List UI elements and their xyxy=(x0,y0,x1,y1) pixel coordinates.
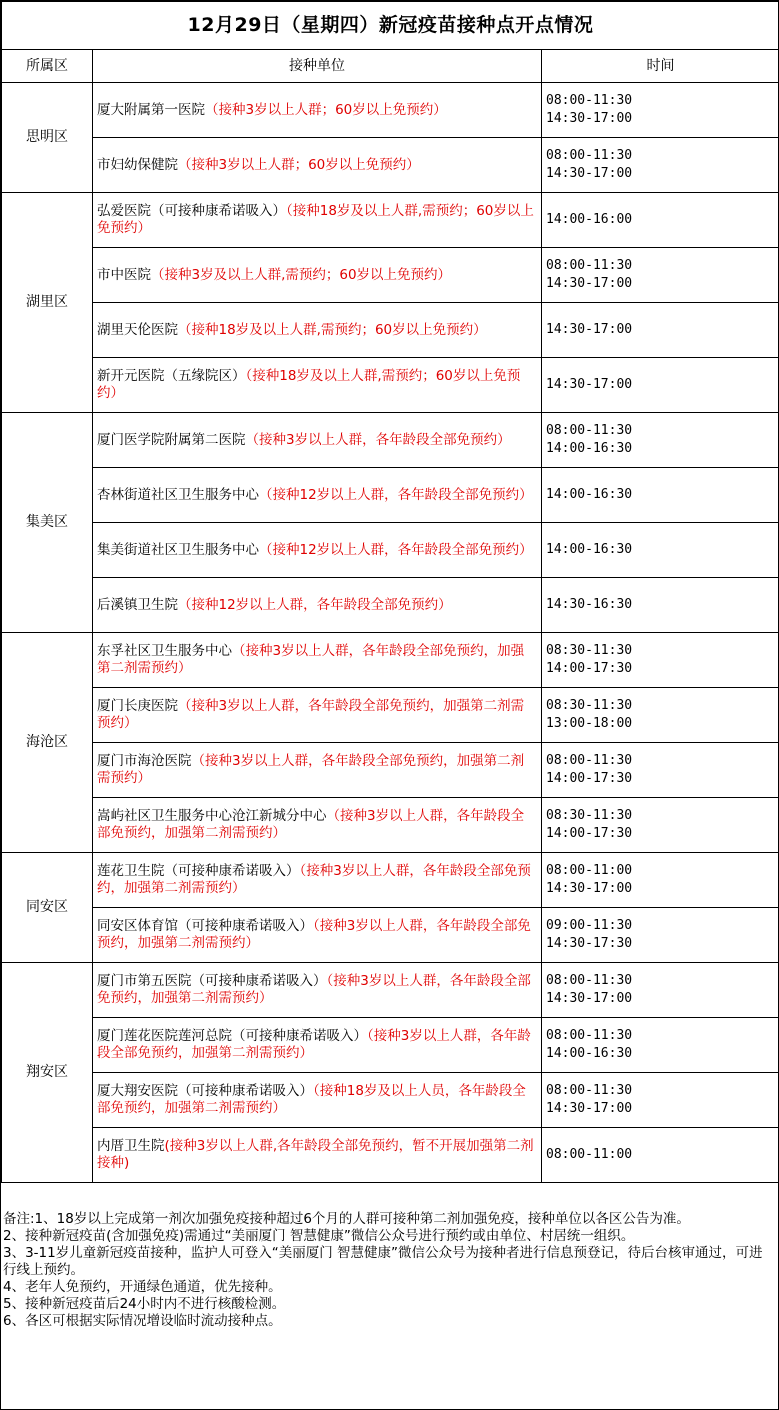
district-cell: 集美区 xyxy=(2,413,93,633)
time-slot: 14:00-17:30 xyxy=(546,771,633,786)
unit-eligibility-note: （接种18岁及以上人员，各年龄段全部免预约，加强第二剂需预约） xyxy=(97,1083,526,1116)
time-slot: 08:00-11:30 xyxy=(546,1083,633,1098)
column-header-time: 时间 xyxy=(542,50,779,83)
time-slot: 14:30-17:00 xyxy=(546,377,633,392)
time-slot: 08:00-11:30 xyxy=(546,148,633,163)
unit-cell xyxy=(93,413,542,468)
remark-item: 2、接种新冠疫苗(含加强免疫)需通过“美丽厦门 智慧健康”微信公众号进行预约或由单位、村居统一组织。 xyxy=(3,1228,635,1244)
table-row xyxy=(2,688,779,743)
time-slot: 08:00-11:30 xyxy=(546,93,633,108)
time-slot: 08:00-11:30 xyxy=(546,1028,633,1043)
time-cell xyxy=(542,523,779,578)
time-slot: 13:00-18:00 xyxy=(546,716,633,731)
time-cell xyxy=(542,358,779,413)
table-row xyxy=(2,743,779,798)
unit-cell xyxy=(93,523,542,578)
remark-item: 6、各区可根据实际情况增设临时流动接种点。 xyxy=(3,1313,282,1329)
column-header-district: 所属区 xyxy=(2,50,93,83)
time-cell xyxy=(542,138,779,193)
time-cell xyxy=(542,853,779,908)
unit-name: 内厝卫生院 xyxy=(97,1138,165,1154)
unit-name: 厦门长庚医院 xyxy=(97,698,178,714)
unit-eligibility-note: （接种3岁及以上人群,需预约；60岁以上免预约） xyxy=(151,266,452,283)
table-row xyxy=(2,523,779,578)
header-row xyxy=(2,50,779,83)
unit-eligibility-note: (接种3岁以上人群,各年龄段全部免预约，暂不开展加强第二剂接种) xyxy=(97,1138,534,1171)
time-cell xyxy=(542,908,779,963)
unit-eligibility-note: （接种3岁以上人群；60岁以上免预约） xyxy=(205,101,447,118)
unit-cell xyxy=(93,963,542,1018)
unit-eligibility-note: （接种3岁以上人群；60岁以上免预约） xyxy=(178,156,420,173)
time-slot: 09:00-11:30 xyxy=(546,918,633,933)
table-row xyxy=(2,1073,779,1128)
time-slot: 08:00-11:00 xyxy=(546,1147,633,1162)
unit-cell xyxy=(93,83,542,138)
table-row xyxy=(2,908,779,963)
remark-item: 4、老年人免预约，开通绿色通道，优先接种。 xyxy=(3,1279,282,1295)
time-slot: 08:30-11:30 xyxy=(546,643,633,658)
time-cell xyxy=(542,963,779,1018)
unit-cell xyxy=(93,908,542,963)
district-cell: 同安区 xyxy=(2,853,93,963)
time-slot: 14:30-16:30 xyxy=(546,597,633,612)
unit-name: 厦门市海沧医院 xyxy=(97,753,192,769)
time-slot: 14:30-17:00 xyxy=(546,276,633,291)
unit-cell xyxy=(93,633,542,688)
time-slot: 14:30-17:00 xyxy=(546,881,633,896)
table-row xyxy=(2,193,779,248)
unit-cell xyxy=(93,743,542,798)
district-cell: 思明区 xyxy=(2,83,93,193)
unit-name: 弘爱医院（可接种康希诺吸入） xyxy=(97,203,286,219)
unit-cell xyxy=(93,688,542,743)
unit-name: 市妇幼保健院 xyxy=(97,156,178,173)
unit-cell xyxy=(93,1128,542,1183)
time-cell xyxy=(542,1018,779,1073)
table-row xyxy=(2,83,779,138)
unit-eligibility-note: （接种3岁以上人群，各年龄段全部免预约，加强第二剂需预约） xyxy=(97,808,525,841)
time-cell xyxy=(542,1073,779,1128)
time-cell xyxy=(542,578,779,633)
time-slot: 08:00-11:00 xyxy=(546,863,633,878)
page-title: 12月29日（星期四）新冠疫苗接种点开点情况 xyxy=(2,2,779,50)
unit-name: 东孚社区卫生服务中心 xyxy=(97,643,232,659)
unit-eligibility-note: （接种3岁以上人群，各年龄段全部免预约，加强第二剂需预约） xyxy=(97,1028,531,1061)
time-slot: 08:30-11:30 xyxy=(546,808,633,823)
unit-eligibility-note: （接种3岁以上人群，各年龄段全部免预约，加强第二剂需预约） xyxy=(97,698,525,731)
table-row xyxy=(2,578,779,633)
district-cell: 翔安区 xyxy=(2,963,93,1183)
time-slot: 08:00-11:30 xyxy=(546,258,633,273)
time-slot: 14:30-17:00 xyxy=(546,1101,633,1116)
unit-name: 厦大附属第一医院 xyxy=(97,101,205,118)
unit-name: 嵩屿社区卫生服务中心沧江新城分中心 xyxy=(97,808,327,824)
table-row xyxy=(2,798,779,853)
unit-cell xyxy=(93,193,542,248)
unit-name: 湖里天伦医院 xyxy=(97,321,178,338)
table-row xyxy=(2,468,779,523)
time-cell xyxy=(542,468,779,523)
district-cell: 湖里区 xyxy=(2,193,93,413)
time-cell xyxy=(542,248,779,303)
table-row xyxy=(2,1128,779,1183)
unit-cell xyxy=(93,303,542,358)
unit-eligibility-note: （接种18岁及以上人群,需预约；60岁以上免预约） xyxy=(97,368,521,401)
district-cell: 海沧区 xyxy=(2,633,93,853)
unit-cell xyxy=(93,853,542,908)
unit-eligibility-note: （接种3岁以上人群，各年龄段全部免预约） xyxy=(245,431,511,448)
unit-name: 同安区体育馆（可接种康希诺吸入） xyxy=(97,918,313,934)
time-slot: 08:00-11:30 xyxy=(546,423,633,438)
time-cell xyxy=(542,83,779,138)
time-slot: 14:30-17:30 xyxy=(546,936,633,951)
table-row xyxy=(2,248,779,303)
time-slot: 14:00-17:30 xyxy=(546,826,633,841)
unit-name: 厦门市第五医院（可接种康希诺吸入） xyxy=(97,973,327,989)
unit-cell xyxy=(93,468,542,523)
unit-eligibility-note: （接种18岁及以上人群,需预约；60岁以上免预约） xyxy=(97,203,534,236)
unit-cell xyxy=(93,138,542,193)
table-row xyxy=(2,963,779,1018)
unit-name: 杏林街道社区卫生服务中心 xyxy=(97,486,259,503)
time-slot: 08:00-11:30 xyxy=(546,753,633,768)
remark-item: 备注:1、18岁以上完成第一剂次加强免疫接种超过6个月的人群可接种第二剂加强免疫，接种单位以各区公告为准。 xyxy=(3,1211,690,1227)
time-slot: 08:30-11:30 xyxy=(546,698,633,713)
table-row xyxy=(2,138,779,193)
time-slot: 14:30-17:00 xyxy=(546,991,633,1006)
table-row xyxy=(2,413,779,468)
table-row xyxy=(2,633,779,688)
time-cell xyxy=(542,303,779,358)
unit-eligibility-note: （接种3岁以上人群，各年龄段全部免预约，加强第二剂需预约） xyxy=(97,643,525,676)
time-slot: 14:30-17:00 xyxy=(546,166,633,181)
time-cell xyxy=(542,193,779,248)
unit-name: 后溪镇卫生院 xyxy=(97,596,178,613)
unit-eligibility-note: （接种12岁以上人群，各年龄段全部免预约） xyxy=(259,486,533,503)
unit-name: 厦大翔安医院（可接种康希诺吸入） xyxy=(97,1083,313,1099)
unit-name: 新开元医院（五缘院区） xyxy=(97,368,246,384)
title-row xyxy=(2,2,779,50)
unit-eligibility-note: （接种12岁以上人群，各年龄段全部免预约） xyxy=(178,596,452,613)
remarks-section xyxy=(1,1183,778,1330)
unit-name: 厦门莲花医院莲河总院（可接种康希诺吸入） xyxy=(97,1028,367,1044)
table-row xyxy=(2,303,779,358)
time-cell xyxy=(542,798,779,853)
time-slot: 14:30-17:00 xyxy=(546,111,633,126)
time-slot: 14:00-16:30 xyxy=(546,487,633,502)
time-cell xyxy=(542,1128,779,1183)
column-header-unit: 接种单位 xyxy=(93,50,542,83)
table-row xyxy=(2,853,779,908)
unit-eligibility-note: （接种3岁以上人群，各年龄段全部免预约，加强第二剂需预约） xyxy=(97,973,531,1006)
time-slot: 14:00-17:30 xyxy=(546,661,633,676)
time-slot: 14:30-17:00 xyxy=(546,322,633,337)
remark-item: 3、3-11岁儿童新冠疫苗接种，监护人可登入“美丽厦门 智慧健康”微信公众号为接种者进行信息预登记，待后台核审通过，可进行线上预约。 xyxy=(3,1245,763,1278)
unit-name: 市中医院 xyxy=(97,266,151,283)
unit-eligibility-note: （接种3岁以上人群，各年龄段全部免预约，加强第二剂需预约） xyxy=(97,753,525,786)
table-row xyxy=(2,1018,779,1073)
unit-eligibility-note: （接种3岁以上人群，各年龄段全部免预约，加强第二剂需预约） xyxy=(97,863,531,896)
unit-cell xyxy=(93,248,542,303)
unit-cell xyxy=(93,578,542,633)
time-cell xyxy=(542,743,779,798)
time-slot: 14:00-16:30 xyxy=(546,542,633,557)
time-cell xyxy=(542,633,779,688)
schedule-table xyxy=(1,1,779,1183)
unit-cell xyxy=(93,1073,542,1128)
unit-eligibility-note: （接种12岁以上人群，各年龄段全部免预约） xyxy=(259,541,533,558)
time-slot: 08:00-11:30 xyxy=(546,973,633,988)
unit-cell xyxy=(93,1018,542,1073)
time-slot: 14:00-16:30 xyxy=(546,1046,633,1061)
unit-cell xyxy=(93,798,542,853)
unit-name: 集美街道社区卫生服务中心 xyxy=(97,541,259,558)
time-slot: 14:00-16:00 xyxy=(546,212,633,227)
unit-name: 莲花卫生院（可接种康希诺吸入） xyxy=(97,863,300,879)
remark-item: 5、接种新冠疫苗后24小时内不进行核酸检测。 xyxy=(3,1296,286,1312)
unit-eligibility-note: （接种3岁以上人群，各年龄段全部免预约，加强第二剂需预约） xyxy=(97,918,531,951)
unit-cell xyxy=(93,358,542,413)
unit-eligibility-note: （接种18岁及以上人群,需预约；60岁以上免预约） xyxy=(178,321,487,338)
table-row xyxy=(2,358,779,413)
time-cell xyxy=(542,688,779,743)
schedule-table-body xyxy=(2,2,779,1183)
time-cell xyxy=(542,413,779,468)
unit-name: 厦门医学院附属第二医院 xyxy=(97,431,246,448)
time-slot: 14:00-16:30 xyxy=(546,441,633,456)
